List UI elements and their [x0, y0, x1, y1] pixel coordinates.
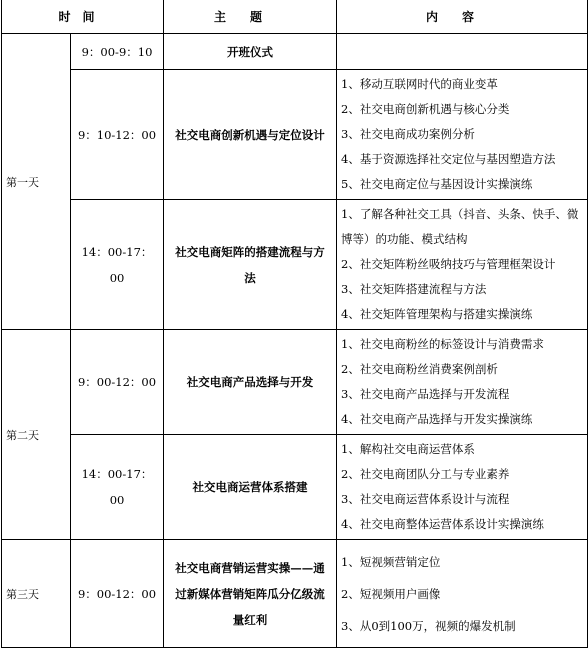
header-row — [2, 0, 588, 34]
session-content — [337, 540, 588, 648]
content-item: 3、社交电商产品选择与开发流程 — [341, 387, 510, 401]
content-item: 3、从0到100万，视频的爆发机制 — [341, 618, 516, 633]
table-row — [2, 435, 588, 540]
session-content — [337, 34, 588, 70]
session-time: 9：00-12：00 — [71, 330, 164, 435]
table-row — [2, 330, 588, 435]
header-topic: 主题 — [164, 0, 337, 34]
session-content — [337, 435, 588, 540]
content-item: 1、短视频营销定位 — [341, 554, 441, 569]
day-label: 第一天 — [2, 34, 71, 330]
header-time: 时间 — [2, 0, 164, 34]
content-item: 1、社交电商粉丝的标签设计与消费需求 — [341, 337, 544, 351]
content-item: 1、解构社交电商运营体系 — [341, 442, 475, 456]
session-content — [337, 70, 588, 200]
day-label: 第三天 — [2, 540, 71, 648]
session-time: 14：00-17：00 — [71, 435, 164, 540]
content-item: 4、社交电商整体运营体系设计实操演练 — [341, 517, 544, 531]
session-topic: 社交电商矩阵的搭建流程与方法 — [164, 200, 337, 330]
table-row — [2, 200, 588, 330]
content-item: 2、短视频用户画像 — [341, 586, 441, 601]
session-time: 9：00-12：00 — [71, 540, 164, 648]
header-content: 内容 — [337, 0, 588, 34]
content-item: 2、社交矩阵粉丝吸纳技巧与管理框架设计 — [341, 257, 556, 271]
session-content — [337, 330, 588, 435]
session-time: 9：10-12：00 — [71, 70, 164, 200]
content-item: 3、社交矩阵搭建流程与方法 — [341, 282, 487, 296]
table-row — [2, 70, 588, 200]
content-item: 2、社交电商粉丝消费案例剖析 — [341, 362, 498, 376]
session-topic: 社交电商运营体系搭建 — [164, 435, 337, 540]
session-time: 9：00-9：10 — [71, 34, 164, 70]
content-item: 4、社交电商产品选择与开发实操演练 — [341, 412, 533, 426]
session-content — [337, 200, 588, 330]
content-item: 4、社交矩阵管理架构与搭建实操演练 — [341, 307, 533, 321]
day-label: 第二天 — [2, 330, 71, 540]
content-item: 3、社交电商成功案例分析 — [341, 127, 475, 141]
content-item: 2、社交电商团队分工与专业素养 — [341, 467, 510, 481]
content-item: 1、移动互联网时代的商业变革 — [341, 77, 498, 91]
content-item: 3、社交电商运营体系设计与流程 — [341, 492, 510, 506]
session-topic: 开班仪式 — [164, 34, 337, 70]
table-row — [2, 540, 588, 648]
session-topic: 社交电商营销运营实操——通过新媒体营销矩阵瓜分亿级流量红利 — [164, 540, 337, 648]
content-item: 2、社交电商创新机遇与核心分类 — [341, 102, 510, 116]
content-item: 5、社交电商定位与基因设计实操演练 — [341, 177, 533, 191]
session-topic: 社交电商创新机遇与定位设计 — [164, 70, 337, 200]
table-row — [2, 34, 588, 70]
content-item: 4、基于资源选择社交定位与基因塑造方法 — [341, 152, 556, 166]
session-time: 14：00-17：00 — [71, 200, 164, 330]
session-topic: 社交电商产品选择与开发 — [164, 330, 337, 435]
content-item: 1、了解各种社交工具（抖音、头条、快手、微博等）的功能、模式结构 — [341, 207, 579, 246]
schedule-table — [1, 0, 588, 648]
